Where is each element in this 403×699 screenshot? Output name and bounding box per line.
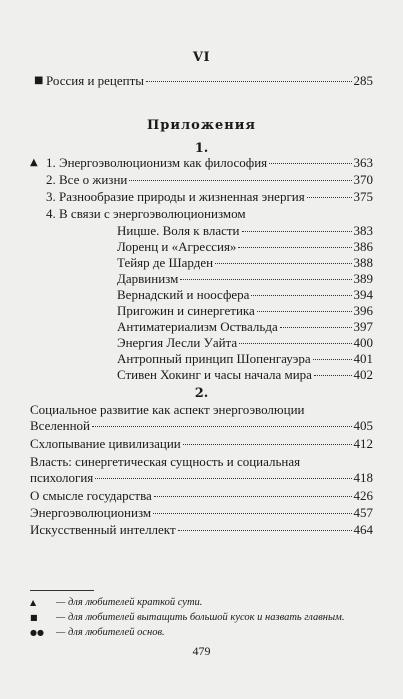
toc-entry-title: Лоренц и «Агрессия» (117, 239, 237, 254)
toc-entry-page: 389 (353, 271, 373, 286)
dot-leader (92, 426, 352, 427)
toc-subentry[interactable] (117, 239, 373, 255)
toc-entry-title: Стивен Хокинг и часы начала мира (117, 367, 312, 382)
toc-entry-title: Вернадский и ноосфера (117, 287, 250, 302)
dot-leader (307, 197, 352, 198)
toc-subentry[interactable] (117, 367, 373, 383)
footnote-rule (30, 590, 94, 591)
toc-subentry[interactable] (117, 319, 373, 335)
toc-subentry[interactable] (117, 335, 373, 351)
dot-leader (257, 311, 352, 312)
dot-leader (215, 263, 351, 264)
dot-leader (314, 375, 352, 376)
dot-leader (239, 343, 351, 344)
toc-entry-2[interactable] (46, 172, 373, 188)
toc-entry-page: 383 (353, 223, 373, 238)
toc-subentry[interactable] (117, 223, 373, 239)
toc-entry-line1[interactable]: Власть: синергетическая сущность и социальная (30, 454, 301, 469)
dot-leader (251, 295, 351, 296)
toc-subentry[interactable] (117, 271, 373, 287)
footnote (30, 626, 165, 640)
toc-entry-collapse[interactable] (30, 436, 373, 452)
page-number: 479 (192, 644, 211, 658)
toc-entry-3[interactable] (46, 189, 373, 205)
toc-entry-energo[interactable] (30, 505, 373, 521)
dot-leader (238, 247, 351, 248)
square-icon: ■ (30, 613, 38, 622)
toc-subentry[interactable] (117, 287, 373, 303)
dot-leader (129, 180, 351, 181)
dot-leader (154, 496, 352, 497)
footnote-text: — для любителей вытащить большой кусок и назвать главным. (56, 612, 345, 623)
dot-leader (180, 279, 351, 280)
toc-entry-4[interactable]: 4. В связи с энергоэволюционизмом (46, 206, 246, 221)
toc-entry-page: 412 (353, 436, 373, 451)
dot-leader (178, 530, 352, 531)
toc-entry-title: Схлопывание цивилизации (30, 436, 181, 451)
dot-leader (269, 163, 351, 164)
toc-entry-page: 396 (353, 303, 373, 318)
toc-entry-page: 394 (353, 287, 373, 302)
toc-entry-title: Дарвинизм (117, 271, 179, 286)
toc-subentry[interactable] (117, 351, 373, 367)
toc-entry-page: 386 (353, 239, 373, 254)
toc-entry-title: 2. Все о жизни (46, 172, 128, 187)
dot-leader (153, 513, 351, 514)
toc-entry-title: Энергоэволюционизм (30, 505, 152, 520)
toc-entry-title: Ницше. Воля к власти (117, 223, 240, 238)
toc-entry-state[interactable] (30, 488, 373, 504)
toc-entry-page: 402 (353, 367, 373, 382)
toc-entry-1[interactable] (46, 155, 373, 171)
part-1-heading: 1. (194, 141, 209, 156)
footnote (30, 596, 202, 610)
dot-leader (146, 81, 351, 82)
toc-entry-page: 418 (353, 470, 373, 485)
toc-subentry[interactable] (117, 255, 373, 271)
toc-entry-page: 464 (353, 522, 373, 537)
toc-entry-title: Вселенной (30, 418, 90, 433)
section-heading: VI (192, 50, 211, 65)
toc-entry-title: Антропный принцип Шопенгауэра (117, 351, 311, 366)
toc-entry-ai[interactable] (30, 522, 373, 538)
triangle-icon: ▲ (30, 598, 37, 607)
toc-entry-page: 405 (353, 418, 373, 433)
toc-entry-russia[interactable] (46, 73, 373, 89)
toc-entry-power[interactable] (30, 470, 373, 486)
toc-subentry[interactable] (117, 303, 373, 319)
toc-entry-page: 457 (353, 505, 373, 520)
toc-entry-title: психология (30, 470, 94, 485)
toc-entry-title: Антиматериализм Оствальда (117, 319, 278, 334)
toc-entry-title: Искусственный интеллект (30, 522, 176, 537)
toc-entry-title: Россия и рецепты (46, 73, 145, 88)
square-marker: ■ (34, 75, 44, 86)
toc-entry-page: 388 (353, 255, 373, 270)
toc-entry-page: 375 (353, 189, 373, 204)
appendix-heading: Приложения (146, 118, 256, 133)
toc-entry-line1[interactable]: Социальное развитие как аспект энергоэволюции (30, 402, 305, 417)
toc-entry-title: 1. Энергоэволюционизм как философия (46, 155, 268, 170)
toc-entry-page: 426 (353, 488, 373, 503)
toc-entry-title: Пригожин и синергетика (117, 303, 255, 318)
dot-leader (242, 231, 352, 232)
part-2-heading: 2. (194, 386, 209, 401)
dot-leader (313, 359, 352, 360)
toc-entry-title: 3. Разнообразие природы и жизненная энергия (46, 189, 305, 204)
toc-entry-title: О смысле государства (30, 488, 152, 503)
dot-leader (95, 478, 351, 479)
toc-entry-title: Тейяр де Шарден (117, 255, 214, 270)
toc-entry-social[interactable] (30, 418, 373, 434)
toc-entry-title: Энергия Лесли Уайта (117, 335, 238, 350)
toc-entry-page: 370 (353, 172, 373, 187)
toc-entry-page: 400 (353, 335, 373, 350)
triangle-marker: ▲ (30, 157, 38, 168)
toc-entry-page: 285 (353, 73, 373, 88)
toc-entry-page: 363 (353, 155, 373, 170)
footnote (30, 611, 344, 625)
double-dot-icon: ●● (30, 628, 44, 637)
footnote-text: — для любителей краткой сути. (56, 597, 203, 608)
footnote-text: — для любителей основ. (56, 627, 165, 638)
toc-entry-page: 397 (353, 319, 373, 334)
dot-leader (280, 327, 352, 328)
toc-entry-page: 401 (353, 351, 373, 366)
dot-leader (183, 444, 352, 445)
